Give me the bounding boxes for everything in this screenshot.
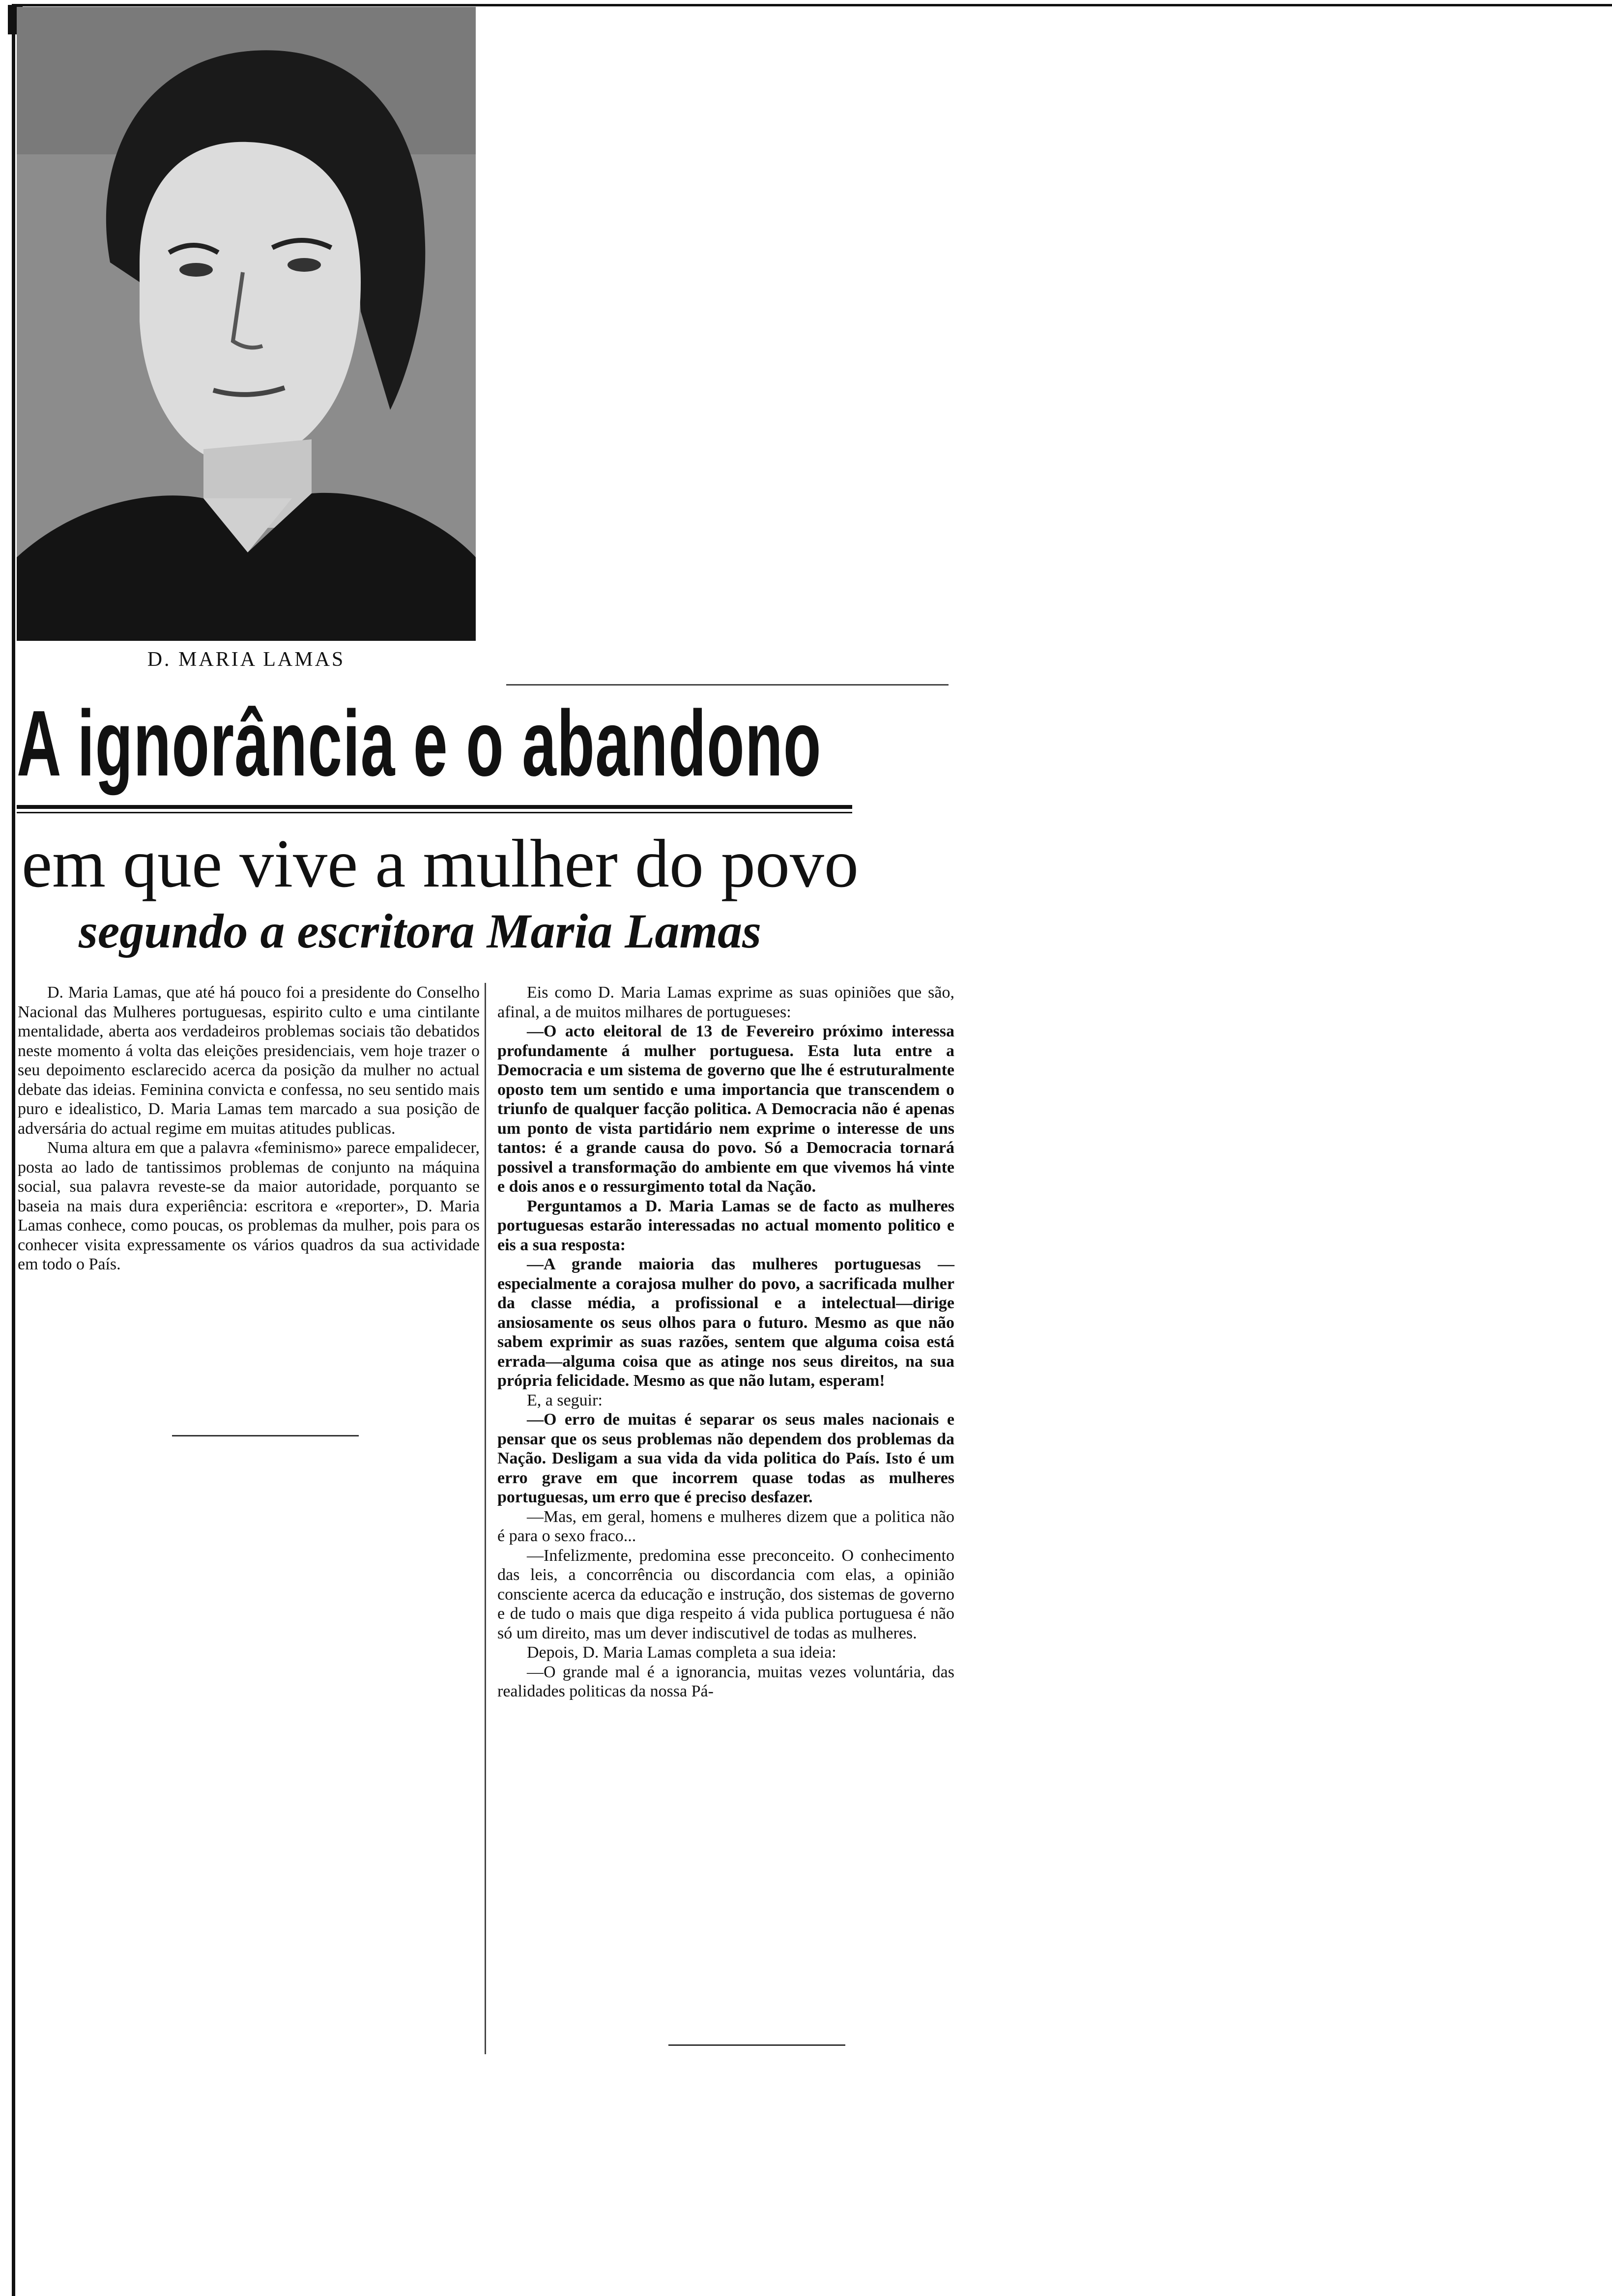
column-divider	[485, 983, 486, 2054]
subheadline: em que vive a mulher do povo	[22, 826, 859, 902]
paragraph: Perguntamos a D. Maria Lamas se de facto as mulheres portuguesas estarão interessadas no actual momento politico e eis a sua resposta:	[497, 1197, 954, 1254]
paragraph: E, a seguir:	[527, 1391, 603, 1409]
paragraph: —O erro de muitas é separar os seus males nacionais e pensar que os seus problemas não dependem dos problemas da Nação. Desligam a sua vida da vida politica do País. Isto é um erro grave em que incorrem quase todas as mulheres portuguesas, um erro que é preciso desfazer.	[497, 1410, 954, 1506]
top-edge-rule	[15, 4, 1612, 6]
paragraph: Eis como D. Maria Lamas exprime as suas opiniões que são, afinal, a de muitos milhares de portugueses:	[497, 983, 954, 1021]
left-edge-rule	[12, 4, 15, 2296]
headline-rule-thin	[17, 812, 852, 813]
paragraph: —O grande mal é a ignorancia, muitas vezes voluntária, das realidades politicas da nossa Pá-	[497, 1663, 954, 1700]
caption-rule	[506, 684, 949, 686]
paragraph: —A grande maioria das mulheres portuguesas —especialmente a corajosa mulher do povo, a sacrificada mulher da classe média, a profissional e a intelectual—dirige ansiosamente os seus olhos para o futuro. Mesmo as que não sabem exprimir as suas razões, sentem que alguma coisa está errada—alguma coisa que as atinge nos seus direitos, na sua própria felicidade. Mesmo as que não lutam, esperam!	[497, 1255, 954, 1390]
article-column-1	[18, 983, 480, 1274]
byline: segundo a escritora Maria Lamas	[79, 904, 762, 958]
paragraph: —Infelizmente, predomina esse preconceito. O conhecimento das leis, a concorrência ou discordancia com elas, a opinião consciente acerca da educação e instrução, dos sistemas de governo e de tudo o mais que diga respeito á vida publica portuguesa é não só um direito, mas um dever indiscutivel de todas as mulheres.	[497, 1546, 954, 1642]
portrait-photo	[17, 7, 476, 641]
paragraph: —O acto eleitoral de 13 de Fevereiro próximo interessa profundamente á mulher portuguesa. Esta luta entre a Democracia e um sistema de governo que lhe é estruturalmente oposto tem um sentido e uma importancia que transcendem o triunfo de qualquer facção politica. A Democracia não é apenas um ponto de vista partidário nem exprime o interesse de uns tantos: é a grande causa do povo. Só a Democracia tornará possivel a transformação do ambiente em que vivemos há vinte e dois anos e o ressurgimento total da Nação.	[497, 1022, 954, 1196]
column-end-rule	[172, 1435, 359, 1436]
paragraph: D. Maria Lamas, que até há pouco foi a presidente do Conselho Nacional das Mulheres portuguesas, espirito culto e uma cintilante mentalidade, aberta aos verdadeiros problemas sociais tão debatidos neste momento á volta das eleições presidenciais, vem hoje trazer o seu depoimento esclarecido acerca da posição da mulher no actual debate das ideias. Feminina convicta e confessa, no seu sentido mais puro e idealistico, D. Maria Lamas tem marcado a sua posição de adversária do actual regime em muitas atitudes publicas.	[18, 983, 480, 1138]
photo-caption: D. MARIA LAMAS	[147, 648, 345, 671]
article-column-2	[497, 983, 954, 1701]
headline-rule	[17, 805, 852, 809]
column-end-rule	[668, 2044, 845, 2046]
headline: A ignorância e o abandono	[17, 691, 822, 796]
paragraph: —Mas, em geral, homens e mulheres dizem que a politica não é para o sexo fraco...	[497, 1507, 954, 1545]
paragraph: Depois, D. Maria Lamas completa a sua ideia:	[527, 1643, 836, 1662]
paragraph: Numa altura em que a palavra «feminismo» parece empalidecer, posta ao lado de tantissimos problemas de conjunto na máquina social, sua palavra reveste-se da maior autoridade, porquanto se baseia na mais dura experiência: escritora e «reporter», D. Maria Lamas conhece, como poucas, os problemas da mulher, pois para os conhecer visita expressamente os vários quadros da sua actividade em todo o País.	[18, 1139, 480, 1273]
